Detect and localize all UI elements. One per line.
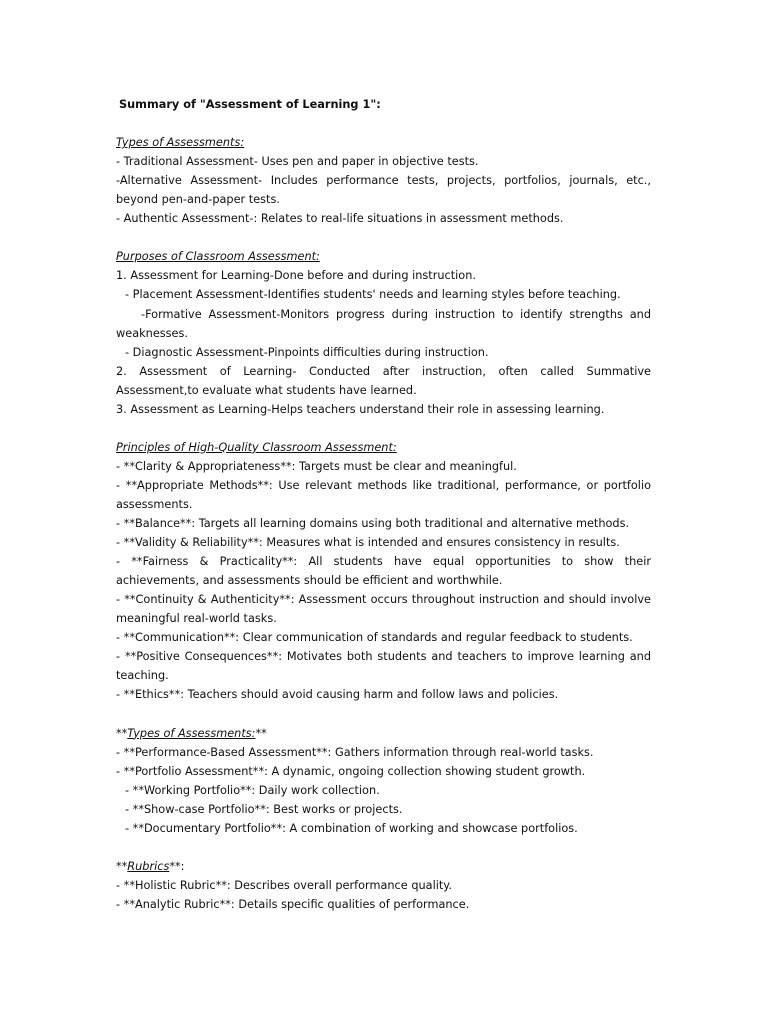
- list-sub-item: - **Show-case Portfolio**: Best works or projects.: [125, 802, 403, 816]
- list-item: - **Analytic Rubric**: Details specific qualities of performance.: [116, 897, 470, 911]
- list-item: - Traditional Assessment- Uses pen and paper in objective tests.: [116, 155, 479, 169]
- spacer: [116, 705, 651, 724]
- list-sub-item: - **Documentary Portfolio**: A combination of working and showcase portfolios.: [125, 821, 578, 835]
- section-heading-principles: Principles of High-Quality Classroom Assessment:: [116, 440, 397, 454]
- section-heading-rubrics: [116, 857, 651, 876]
- spacer: [116, 114, 651, 133]
- heading-suffix: **: [255, 726, 267, 740]
- heading-prefix: **: [116, 726, 128, 740]
- document-title: Summary of "Assessment of Learning 1":: [119, 98, 381, 111]
- list-item: - Authentic Assessment-: Relates to real-life situations in assessment methods.: [116, 212, 564, 226]
- heading-text: Types of Assessments:: [127, 726, 256, 740]
- list-item: 3. Assessment as Learning-Helps teachers understand their role in assessing learning.: [116, 402, 605, 416]
- spacer: [116, 419, 651, 438]
- list-item: - **Validity & Reliability**: Measures what is intended and ensures consistency in results.: [116, 536, 620, 550]
- list-item: - **Fairness & Practicality**: All students have equal opportunities to show their achievements, and assessments should be efficient and worthwhile.: [116, 555, 651, 588]
- list-item: - **Ethics**: Teachers should avoid causing harm and follow laws and policies.: [116, 688, 559, 702]
- list-item: - **Clarity & Appropriateness**: Targets must be clear and meaningful.: [116, 459, 517, 473]
- section-heading-purposes: Purposes of Classroom Assessment:: [116, 250, 320, 264]
- section-heading-types-of-assessments: Types of Assessments:: [116, 136, 245, 150]
- heading-suffix: **:: [169, 859, 185, 873]
- list-item: - **Positive Consequences**: Motivates both students and teachers to improve learning and teaching.: [116, 650, 651, 683]
- list-item: -Alternative Assessment- Includes performance tests, projects, portfolios, journals, etc., beyond pen-and-paper tests.: [116, 174, 651, 207]
- list-item: - **Appropriate Methods**: Use relevant methods like traditional, performance, or portfolio assessments.: [116, 478, 651, 511]
- list-sub-item: - **Working Portfolio**: Daily work collection.: [125, 783, 380, 797]
- section-heading-types-of-assessments-2: [116, 724, 651, 743]
- spacer: [116, 228, 651, 247]
- list-item: - **Holistic Rubric**: Describes overall performance quality.: [116, 878, 452, 892]
- list-item: - **Communication**: Clear communication of standards and regular feedback to students.: [116, 631, 633, 645]
- list-item: - **Balance**: Targets all learning domains using both traditional and alternative methods.: [116, 517, 630, 531]
- heading-text: Rubrics: [127, 859, 170, 873]
- list-item: - **Continuity & Authenticity**: Assessment occurs throughout instruction and should involve meaningful real-world tasks.: [116, 593, 651, 626]
- spacer: [116, 838, 651, 857]
- list-item: 2. Assessment of Learning- Conducted after instruction, often called Summative Assessment,to evaluate what students have learned.: [116, 364, 651, 397]
- list-sub-item: - Placement Assessment-Identifies students' needs and learning styles before teaching.: [125, 288, 621, 302]
- list-sub-item: -Formative Assessment-Monitors progress during instruction to identify strengths and weaknesses.: [116, 307, 651, 340]
- list-item: 1. Assessment for Learning-Done before and during instruction.: [116, 269, 476, 283]
- list-sub-item: - Diagnostic Assessment-Pinpoints difficulties during instruction.: [125, 345, 489, 359]
- heading-prefix: **: [116, 859, 128, 873]
- list-item: - **Portfolio Assessment**: A dynamic, ongoing collection showing student growth.: [116, 764, 586, 778]
- document-body: [116, 95, 651, 914]
- list-item: - **Performance-Based Assessment**: Gathers information through real-world tasks.: [116, 745, 594, 759]
